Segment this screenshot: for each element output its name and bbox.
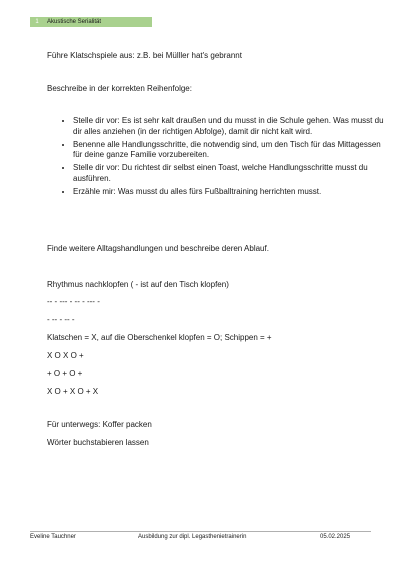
spelling-text: Wörter buchstabieren lassen (47, 438, 149, 447)
footer-author: Eveline Tauchner (30, 534, 76, 540)
task-item: • Erzähle mir: Was musst du alles fürs Fußballtraining herrichten musst. (73, 187, 391, 198)
rhythm-heading: Rhythmus nachklopfen ( - ist auf den Tisch klopfen) (47, 280, 229, 289)
order-heading: Beschreibe in der korrekten Reihenfolge: (47, 84, 192, 93)
rhythm-pattern-1: -- - --- - -- - --- - (47, 297, 100, 306)
intro-text: Führe Klatschspiele aus: z.B. bei Mülller hat's gebrannt (47, 51, 242, 60)
clap-pattern-3: X O + X O + X (47, 387, 99, 396)
rhythm-pattern-2: - -- - -- - (47, 315, 75, 324)
clap-pattern-1: X O X O + (47, 351, 84, 360)
header-title: Akustische Serialität (47, 19, 102, 25)
everyday-text: Finde weitere Alltagshandlungen und beschreibe deren Ablauf. (47, 244, 269, 253)
task-item: • Stelle dir vor: Es ist sehr kalt draußen und du musst in die Schule gehen. Was musst du dir alles anziehen (in der richtigen Abfolge), damit dir nicht kalt wird. (73, 116, 391, 138)
page-number: 1 (35, 19, 39, 25)
page-header (30, 17, 152, 27)
task-item: • Stelle dir vor: Du richtest dir selbst einen Toast, welche Handlungsschritte musst du ausführen. (73, 163, 391, 185)
clap-legend: Klatschen = X, auf die Oberschenkel klopfen = O; Schippen = + (47, 333, 272, 342)
footer-date: 05.02.2025 (320, 534, 351, 540)
clap-pattern-2: + O + O + (47, 369, 83, 378)
task-item: • Benenne alle Handlungsschritte, die notwendig sind, um den Tisch für das Mittagessen für deine ganze Familie vorzubereiten. (73, 140, 391, 162)
footer-course: Ausbildung zur dipl. Legasthenietrainerin (138, 534, 247, 540)
task-list (47, 116, 391, 200)
travel-text: Für unterwegs: Koffer packen (47, 420, 152, 429)
footer-divider (30, 531, 371, 532)
